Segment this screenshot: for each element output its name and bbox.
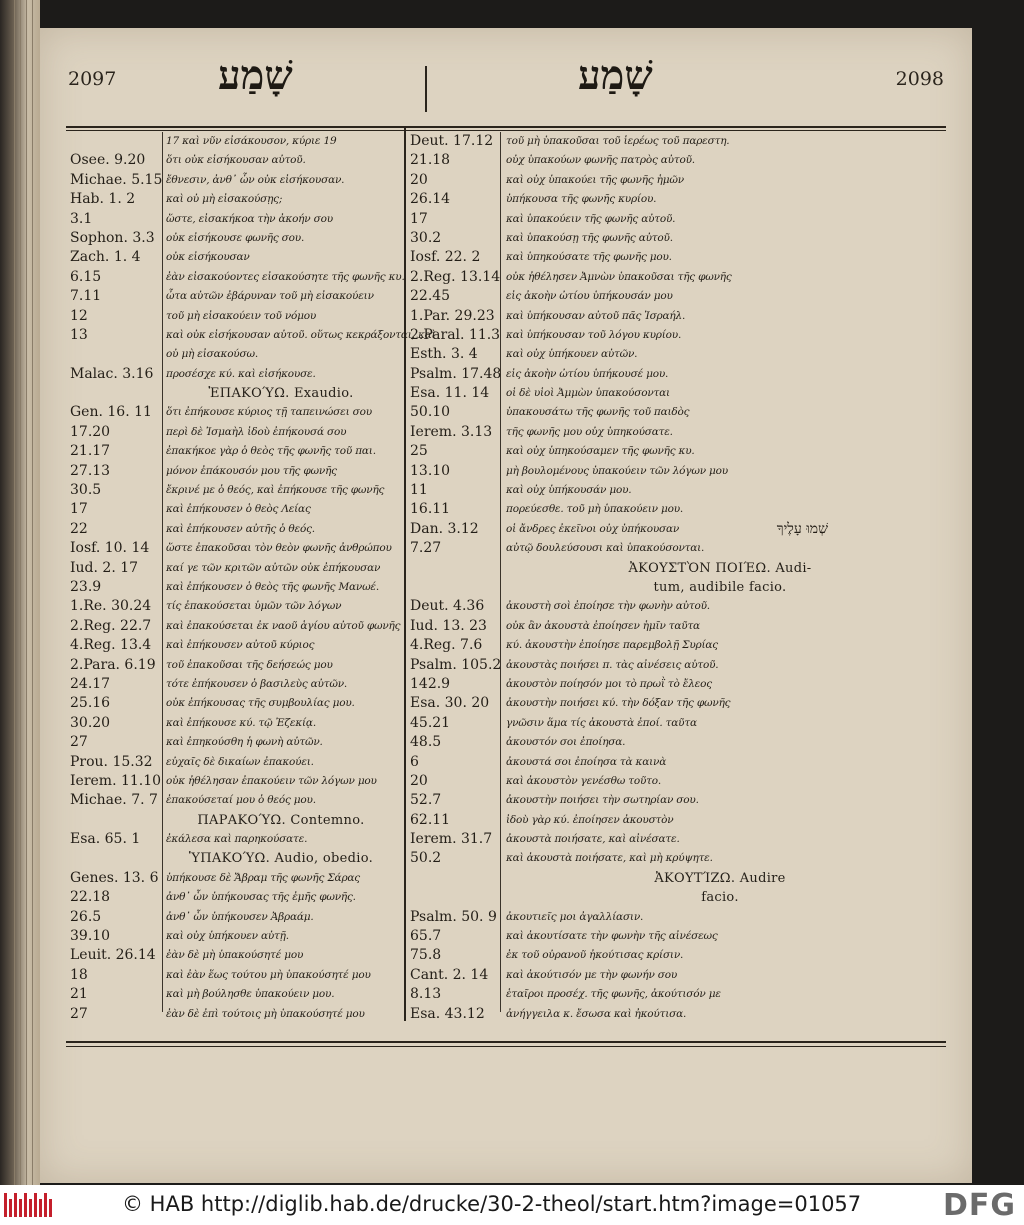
reference: 2.Paral. 11.3	[410, 326, 501, 343]
greek-text: γνῶσιν ἅμα τίς ἀκουστὰ ἐποί. ταῦτα	[506, 716, 697, 729]
heading-text: tum, audibile facio.	[653, 579, 787, 595]
greek-text: καὶ οὐχ ὑπακούει τῆς φωνῆς ἡμῶν	[506, 173, 684, 186]
concordance-entry	[410, 229, 940, 248]
greek-text: ὑπακουσάτω τῆς φωνῆς τοῦ παιδὸς	[506, 406, 690, 419]
concordance-entry	[70, 869, 402, 888]
reference: 27.13	[70, 462, 111, 479]
hab-logo-icon	[4, 1193, 52, 1217]
heading-text: ἈΚΟΥΤΊΖΩ. Audire	[654, 870, 786, 886]
greek-text: οὐ μὴ εἰσακούσω.	[166, 348, 258, 361]
reference: 25	[410, 443, 428, 460]
concordance-entry	[410, 326, 940, 345]
concordance-entry	[410, 171, 940, 190]
section-heading	[410, 869, 940, 888]
greek-text: τίς ἐπακούσεται ὑμῶν τῶν λόγων	[166, 600, 342, 613]
concordance-entry	[70, 481, 402, 500]
section-heading	[70, 849, 402, 868]
hebrew-headword-right: שָׁמַע	[578, 52, 653, 99]
greek-text: ὅτι οὐκ εἰσήκουσαν αὐτοῦ.	[166, 154, 306, 167]
concordance-entry	[410, 753, 940, 772]
concordance-entry	[70, 559, 402, 578]
reference: 2.Reg. 13.14	[410, 268, 501, 285]
greek-text: ἀκουστὴ σοὶ ἐποίησε τὴν φωνὴν αὐτοῦ.	[506, 600, 710, 613]
concordance-entry	[70, 307, 402, 326]
reference: 50.10	[410, 404, 451, 421]
reference: 21	[70, 986, 88, 1003]
concordance-entry	[410, 345, 940, 364]
reference: 3.1	[70, 210, 93, 227]
greek-text: ἀκουστὰ ποιήσατε, καὶ αἰνέσατε.	[506, 833, 680, 846]
concordance-entry	[410, 462, 940, 481]
reference: 27	[70, 1005, 88, 1022]
greek-text: οὐκ ἐπήκουσας τῆς συμβουλίας μου.	[166, 697, 355, 710]
greek-text: ἀνήγγειλα κ. ἔσωσα καὶ ἠκούτισα.	[506, 1007, 687, 1020]
reference: 20	[410, 171, 428, 188]
reference: Esth. 3. 4	[410, 346, 478, 363]
reference: Psalm. 105.2	[410, 656, 502, 673]
greek-text: ὥστε ἐπακοῦσαι τὸν θεὸν φωνῆς ἀνθρώπου	[166, 542, 392, 555]
greek-text: καὶ ἐπηκούσθη ἡ φωνὴ αὐτῶν.	[166, 736, 323, 749]
concordance-entry	[70, 500, 402, 519]
reference: 7.27	[410, 540, 442, 557]
greek-text: καὶ ἐπήκουσεν ὁ θεὸς τῆς φωνῆς Μανωέ.	[166, 580, 380, 593]
reference: Malac. 3.16	[70, 365, 154, 382]
concordance-entry	[70, 345, 402, 364]
concordance-entry	[70, 830, 402, 849]
book-spine	[0, 0, 40, 1185]
header-divider	[425, 66, 427, 112]
section-heading	[70, 384, 402, 403]
concordance-entry	[410, 791, 940, 810]
reference: 12	[70, 307, 88, 324]
dfg-logo: DFG	[942, 1188, 1016, 1223]
greek-text: καὶ μὴ βούλησθε ὑπακούειν μου.	[166, 988, 335, 1001]
concordance-entry	[70, 888, 402, 907]
greek-text: 17 καὶ νῦν εἰσάκουσον, κύριε 19	[166, 135, 337, 147]
concordance-entry	[70, 171, 402, 190]
greek-text: οὐκ εἰσήκουσε φωνῆς σου.	[166, 231, 305, 244]
greek-text: ἀκουστὰς ποιήσει π. τὰς αἰνέσεις αὐτοῦ.	[506, 658, 719, 671]
reference: 45.21	[410, 714, 451, 731]
concordance-entry	[70, 578, 402, 597]
concordance-entry	[70, 462, 402, 481]
section-heading	[410, 888, 940, 907]
reference: 22	[70, 520, 88, 537]
reference: Deut. 17.12	[410, 133, 494, 149]
greek-text: καὶ ὑπήκουσαν αὐτοῦ πᾶς Ἰσραήλ.	[506, 309, 686, 322]
concordance-entry	[70, 675, 402, 694]
reference: 4.Reg. 13.4	[70, 637, 152, 654]
concordance-entry	[410, 927, 940, 946]
greek-text: μὴ βουλομένους ὑπακούειν τῶν λόγων μου	[506, 464, 728, 477]
reference: Hab. 1. 2	[70, 191, 136, 208]
page-header	[68, 52, 944, 118]
reference: Deut. 4.36	[410, 598, 485, 615]
reference: 52.7	[410, 792, 442, 809]
hebrew-marginal-note: שְׁמוּ עָלֶיךָ	[776, 520, 828, 537]
reference: Michae. 5.15	[70, 171, 163, 188]
reference: 22.18	[70, 889, 111, 906]
page-edge-line	[32, 0, 33, 1185]
concordance-entry	[70, 268, 405, 287]
column-divider	[404, 128, 406, 1021]
reference: 21.18	[410, 152, 451, 169]
reference: 25.16	[70, 695, 111, 712]
concordance-entry	[70, 772, 402, 791]
concordance-entry	[70, 210, 402, 229]
concordance-entry	[410, 597, 940, 616]
concordance-entry	[410, 539, 940, 558]
concordance-entry	[70, 753, 402, 772]
concordance-entry	[70, 1005, 402, 1024]
reference: Iosf. 10. 14	[70, 540, 150, 557]
concordance-entry	[70, 442, 402, 461]
greek-text: καὶ ἀκουστὰ ποιήσατε, καὶ μὴ κρύψητε.	[506, 852, 713, 865]
greek-text: τοῦ ἐπακοῦσαι τῆς δεήσεώς μου	[166, 658, 333, 671]
greek-text: ἔκρινέ με ὁ θεός, καὶ ἐπήκουσε τῆς φωνῆς	[166, 484, 385, 497]
concordance-entry	[70, 985, 402, 1004]
greek-text: μόνον ἐπάκουσόν μου τῆς φωνῆς	[166, 464, 337, 477]
reference: 11	[410, 482, 428, 499]
greek-text: ἀκουστὴν ποιήσει τὴν σωτηρίαν σου.	[506, 794, 699, 807]
reference: 65.7	[410, 928, 442, 945]
reference: 26.14	[410, 191, 451, 208]
concordance-entry	[410, 811, 940, 830]
concordance-entry	[70, 636, 402, 655]
reference: Psalm. 17.48	[410, 365, 502, 382]
reference: 142.9	[410, 675, 451, 692]
concordance-entry	[410, 733, 940, 752]
reference: Esa. 43.12	[410, 1005, 485, 1022]
greek-text: ἰδοὺ γὰρ κύ. ἐποίησεν ἀκουστὸν	[506, 813, 674, 826]
greek-text: ἀκουστά σοι ἐποίησα τὰ καινὰ	[506, 755, 667, 768]
concordance-entry	[70, 656, 402, 675]
concordance-entry	[410, 210, 940, 229]
greek-text: καὶ ὑπακούειν τῆς φωνῆς αὐτοῦ.	[506, 212, 676, 225]
reference: Esa. 65. 1	[70, 831, 141, 848]
greek-text: καὶ ἐπήκουσεν αὐτοῦ κύριος	[166, 639, 315, 652]
concordance-entry	[410, 656, 940, 675]
page-edge-line	[14, 0, 15, 1185]
greek-text: ἀκουτιεῖς μοι ἀγαλλίασιν.	[506, 910, 644, 923]
reference: 13.10	[410, 462, 451, 479]
concordance-entry	[70, 966, 402, 985]
greek-text: ἐπακούσεταί μου ὁ θεός μου.	[166, 794, 316, 807]
greek-text: καὶ ἐπήκουσεν αὐτῆς ὁ θεός.	[166, 522, 315, 535]
greek-text: καὶ ἀκούτισόν με τὴν φωνήν σου	[506, 968, 678, 981]
greek-text: ἐὰν δὲ ἐπὶ τούτοις μὴ ὑπακούσητέ μου	[166, 1007, 365, 1020]
concordance-entry	[410, 403, 940, 422]
greek-text: εἰς ἀκοὴν ὠτίου ὑπήκουσέ μου.	[506, 367, 669, 380]
greek-text: καὶ ἐπήκουσεν ὁ θεὸς Λείας	[166, 503, 311, 516]
greek-text: καὶ ἐπακούσεται ἐκ ναοῦ ἁγίου αὐτοῦ φωνῆς	[166, 619, 401, 632]
concordance-entry	[410, 248, 940, 267]
concordance-entry	[70, 617, 402, 636]
heading-text: ὙΠΑΚΟΎΩ. Audio, obedio.	[188, 851, 374, 867]
concordance-entry	[410, 268, 940, 287]
concordance-entry	[410, 520, 940, 539]
greek-text: ὦτα αὐτῶν ἐβάρυναν τοῦ μὴ εἰσακούειν	[166, 290, 374, 303]
greek-text: οὐκ εἰσήκουσαν	[166, 251, 250, 264]
reference: Osee. 9.20	[70, 152, 146, 169]
section-heading	[410, 559, 940, 578]
right-column	[410, 132, 940, 1024]
greek-text: καὶ οὐχ ὑπήκουεν αὐτῇ.	[166, 930, 289, 943]
greek-text: οὐκ ἠθέλησεν Ἀμνὼν ὑπακοῦσαι τῆς φωνῆς	[506, 270, 732, 283]
reference: 27	[70, 734, 88, 751]
greek-text: προσέσχε κύ. καὶ εἰσήκουσε.	[166, 367, 316, 380]
concordance-entry	[70, 423, 402, 442]
reference: Dan. 3.12	[410, 520, 479, 537]
greek-text: οὐχ ὑπακούων φωνῆς πατρὸς αὐτοῦ.	[506, 154, 695, 167]
reference: Michae. 7. 7	[70, 792, 158, 809]
concordance-entry	[410, 442, 940, 461]
greek-text: καὶ οὐχ ὑπήκουεν αὐτῶν.	[506, 348, 638, 361]
top-rule-thin	[66, 130, 946, 131]
concordance-entry	[70, 326, 436, 345]
greek-text: ἀκουστόν σοι ἐποίησα.	[506, 736, 626, 749]
page-number-right: 2098	[895, 68, 944, 90]
reference: 16.11	[410, 501, 451, 518]
greek-text: οὐκ ἠθέλησαν ἐπακούειν τῶν λόγων μου	[166, 774, 377, 787]
reference: Genes. 13. 6	[70, 869, 159, 886]
greek-text: ἐὰν εἰσακούοντες εἰσακούσητε τῆς φωνῆς κυ.	[166, 270, 405, 283]
greek-text: οἱ ἄνδρες ἐκεῖνοι οὐχ ὑπήκουσαν	[506, 522, 680, 535]
reference: 30.2	[410, 229, 442, 246]
greek-text: καὶ ὑπήκουσαν τοῦ λόγου κυρίου.	[506, 328, 682, 341]
greek-text: κύ. ἀκουστὴν ἐποίησε παρεμβολῇ Συρίας	[506, 639, 718, 652]
reference: 17.20	[70, 423, 111, 440]
reference: 22.45	[410, 288, 451, 305]
greek-text: καὶ ὑπηκούσατε τῆς φωνῆς μου.	[506, 251, 672, 264]
concordance-entry	[410, 714, 940, 733]
footer-bar	[0, 1185, 1024, 1225]
concordance-entry	[70, 403, 402, 422]
reference: 8.13	[410, 986, 442, 1003]
reference: Ierem. 3.13	[410, 423, 493, 440]
reference: Psalm. 50. 9	[410, 908, 497, 925]
greek-text: ἀνθ᾽ ὧν ὑπήκουσας τῆς ἐμῆς φωνῆς.	[166, 891, 356, 904]
copyright-url[interactable]: © HAB http://diglib.hab.de/drucke/30-2-theol/start.htm?image=01057	[122, 1192, 862, 1216]
greek-text: εὐχαῖς δὲ δικαίων ἐπακούει.	[166, 755, 314, 768]
greek-text: ἐκ τοῦ οὐρανοῦ ἠκούτισας κρίσιν.	[506, 949, 684, 962]
reference: 17	[70, 501, 88, 518]
concordance-entry	[70, 248, 402, 267]
greek-text: τοῦ μὴ εἰσακούειν τοῦ νόμου	[166, 309, 317, 322]
greek-text: ὅτι ἐπήκουσε κύριος τῇ ταπεινώσει σου	[166, 406, 372, 419]
greek-text: ἀκουστὴν ποιήσει κύ. τὴν δόξαν τῆς φωνῆς	[506, 697, 731, 710]
greek-text: καὶ οὐχ ὑπήκουσάν μου.	[506, 484, 632, 497]
reference: Esa. 11. 14	[410, 385, 490, 402]
concordance-entry	[410, 946, 940, 965]
reference: 4.Reg. 7.6	[410, 637, 483, 654]
concordance-entry	[410, 500, 940, 519]
heading-text: ἈΚΟΥΣΤῸΝ ΠΟΙΈΩ. Audi-	[628, 560, 812, 576]
concordance-entry	[410, 365, 940, 384]
concordance-entry	[410, 849, 940, 868]
concordance-entry	[70, 229, 402, 248]
heading-text: ἘΠΑΚΟΎΩ. Exaudio.	[208, 386, 354, 402]
reference: 23.9	[70, 578, 102, 595]
greek-text: καὶ οὐ μὴ εἰσακούσῃς;	[166, 193, 283, 206]
greek-text: τῆς φωνῆς μου οὐχ ὑπηκούσατε.	[506, 425, 673, 438]
concordance-entry	[70, 908, 402, 927]
reference: Iud. 2. 17	[70, 559, 139, 576]
reference: 17	[410, 210, 428, 227]
reference: Iud. 13. 23	[410, 617, 487, 634]
concordance-entry	[70, 190, 402, 209]
concordance-entry	[70, 733, 402, 752]
reference: 26.5	[70, 908, 102, 925]
greek-text: καὶ ἐπήκουσε κύ. τῷ Ἐζεκίᾳ.	[166, 716, 316, 729]
greek-text: ὑπήκουσα τῆς φωνῆς κυρίου.	[506, 193, 657, 206]
concordance-entry	[410, 307, 940, 326]
greek-text: ὥστε, εἰσακήκοα τὴν ἀκοήν σου	[166, 212, 333, 225]
greek-text: ἀκουστὸν ποίησόν μοι τὸ πρωῒ τὸ ἔλεος	[506, 677, 712, 690]
concordance-entry	[410, 287, 940, 306]
reference: Iosf. 22. 2	[410, 249, 481, 266]
greek-text: ἐὰν δὲ μὴ ὑπακούσητέ μου	[166, 949, 304, 962]
reference: Leuit. 26.14	[70, 947, 156, 964]
concordance-entry	[410, 908, 940, 927]
reference: Esa. 30. 20	[410, 695, 490, 712]
heading-text: ΠΑΡΑΚΟΎΩ. Contemno.	[197, 812, 365, 828]
reference: 50.2	[410, 850, 442, 867]
concordance-entry	[70, 927, 402, 946]
concordance-entry	[410, 772, 940, 791]
greek-text: καὶ οὐχ ὑπηκούσαμεν τῆς φωνῆς κυ.	[506, 445, 695, 458]
reference: 18	[70, 966, 88, 983]
concordance-entry	[410, 190, 940, 209]
top-rule	[66, 126, 946, 128]
concordance-entry	[410, 830, 940, 849]
greek-text: τοῦ μὴ ὑπακοῦσαι τοῦ ἱερέως τοῦ παρεστη.	[506, 135, 730, 147]
greek-text: οἱ δὲ υἱοὶ Ἀμμὼν ὑπακούσονται	[506, 387, 670, 400]
concordance-entry	[70, 365, 402, 384]
concordance-entry	[410, 132, 940, 151]
bottom-rule-thin	[66, 1046, 946, 1047]
greek-text: καί γε τῶν κριτῶν αὐτῶν οὐκ ἐπήκουσαν	[166, 561, 381, 574]
concordance-entry	[410, 423, 940, 442]
concordance-entry	[410, 1005, 940, 1024]
reference: 48.5	[410, 734, 442, 751]
concordance-entry	[70, 539, 402, 558]
reference: 21.17	[70, 443, 111, 460]
greek-text: ἑταῖροι προσέχ. τῆς φωνῆς, ἀκούτισόν με	[506, 988, 721, 1001]
reference: Sophon. 3.3	[70, 229, 155, 246]
concordance-entry	[70, 520, 402, 539]
page-number-left: 2097	[68, 68, 117, 90]
concordance-entry	[410, 966, 940, 985]
reference: 20	[410, 772, 428, 789]
reference: Ierem. 11.10	[70, 772, 162, 789]
greek-text: εἰς ἀκοὴν ὠτίου ὑπήκουσάν μου	[506, 290, 673, 303]
reference: Cant. 2. 14	[410, 966, 489, 983]
concordance-entry	[410, 481, 940, 500]
reference: 1.Par. 29.23	[410, 307, 495, 324]
greek-text: καὶ ἐὰν ἕως τούτου μὴ ὑπακούσητέ μου	[166, 968, 371, 981]
reference: Zach. 1. 4	[70, 249, 141, 266]
reference: 24.17	[70, 675, 111, 692]
reference: 1.Re. 30.24	[70, 598, 152, 615]
concordance-entry	[70, 151, 402, 170]
page-edge-line	[20, 0, 21, 1185]
page-edge-line	[26, 0, 27, 1185]
reference: 6.15	[70, 268, 102, 285]
greek-text: περὶ δὲ Ἰσμαὴλ ἰδοὺ ἐπήκουσά σου	[166, 425, 347, 438]
greek-text: καὶ ὑπακούσῃ τῆς φωνῆς αὐτοῦ.	[506, 231, 673, 244]
greek-text: ἀνθ᾽ ὧν ὑπήκουσεν Ἀβραάμ.	[166, 910, 314, 923]
concordance-entry	[70, 714, 402, 733]
reference: 30.20	[70, 714, 111, 731]
greek-text: καὶ οὐκ εἰσήκουσαν αὐτοῦ. οὕτως κεκράξονται, καὶ	[166, 328, 436, 341]
reference: 7.11	[70, 288, 102, 305]
concordance-entry	[410, 985, 940, 1004]
greek-text: οὐκ ἂν ἀκουστὰ ἐποίησεν ἡμῖν ταῦτα	[506, 619, 700, 632]
reference: 2.Reg. 22.7	[70, 617, 152, 634]
greek-text: καὶ ἀκουστὸν γενέσθω τοῦτο.	[506, 774, 662, 787]
reference: Prou. 15.32	[70, 753, 153, 770]
concordance-entry	[70, 132, 402, 151]
reference: 13	[70, 326, 88, 343]
concordance-entry	[410, 675, 940, 694]
greek-text: πορεύεσθε. τοῦ μὴ ὑπακούειν μου.	[506, 503, 684, 516]
reference: 75.8	[410, 947, 442, 964]
reference: 6	[410, 753, 419, 770]
bottom-rule	[66, 1041, 946, 1043]
hebrew-headword-left: שָׁמַע	[218, 52, 293, 99]
greek-text: ἔθνεσιν, ἀνθ᾽ ὧν οὐκ εἰσήκουσαν.	[166, 173, 345, 186]
reference: Gen. 16. 11	[70, 404, 152, 421]
greek-text: ἐπακήκοε γὰρ ὁ θεὸς τῆς φωνῆς τοῦ παι.	[166, 445, 376, 458]
greek-text: ἐκάλεσα καὶ παρηκούσατε.	[166, 833, 308, 846]
section-heading	[410, 578, 940, 597]
concordance-entry	[70, 597, 402, 616]
greek-text: καὶ ἀκουτίσατε τὴν φωνὴν τῆς αἰνέσεως	[506, 930, 718, 943]
heading-text: facio.	[701, 890, 739, 906]
reference: 30.5	[70, 482, 102, 499]
reference: 62.11	[410, 811, 451, 828]
greek-text: τότε ἐπήκουσεν ὁ βασιλεὺς αὐτῶν.	[166, 677, 348, 690]
concordance-entry	[70, 791, 402, 810]
concordance-entry	[410, 694, 940, 713]
reference: 39.10	[70, 928, 111, 945]
concordance-entry	[410, 617, 940, 636]
greek-text: αὐτῷ δουλεύσουσι καὶ ὑπακούσονται.	[506, 542, 705, 555]
concordance-entry	[70, 946, 402, 965]
concordance-entry	[410, 636, 940, 655]
concordance-entry	[70, 694, 402, 713]
concordance-entry	[410, 151, 940, 170]
greek-text: ὑπήκουσε δὲ Ἄβραμ τῆς φωνῆς Σάρας	[166, 871, 360, 884]
concordance-entry	[410, 384, 940, 403]
reference: 2.Para. 6.19	[70, 656, 156, 673]
concordance-entry	[70, 287, 402, 306]
reference: Ierem. 31.7	[410, 831, 493, 848]
section-heading	[70, 811, 402, 830]
